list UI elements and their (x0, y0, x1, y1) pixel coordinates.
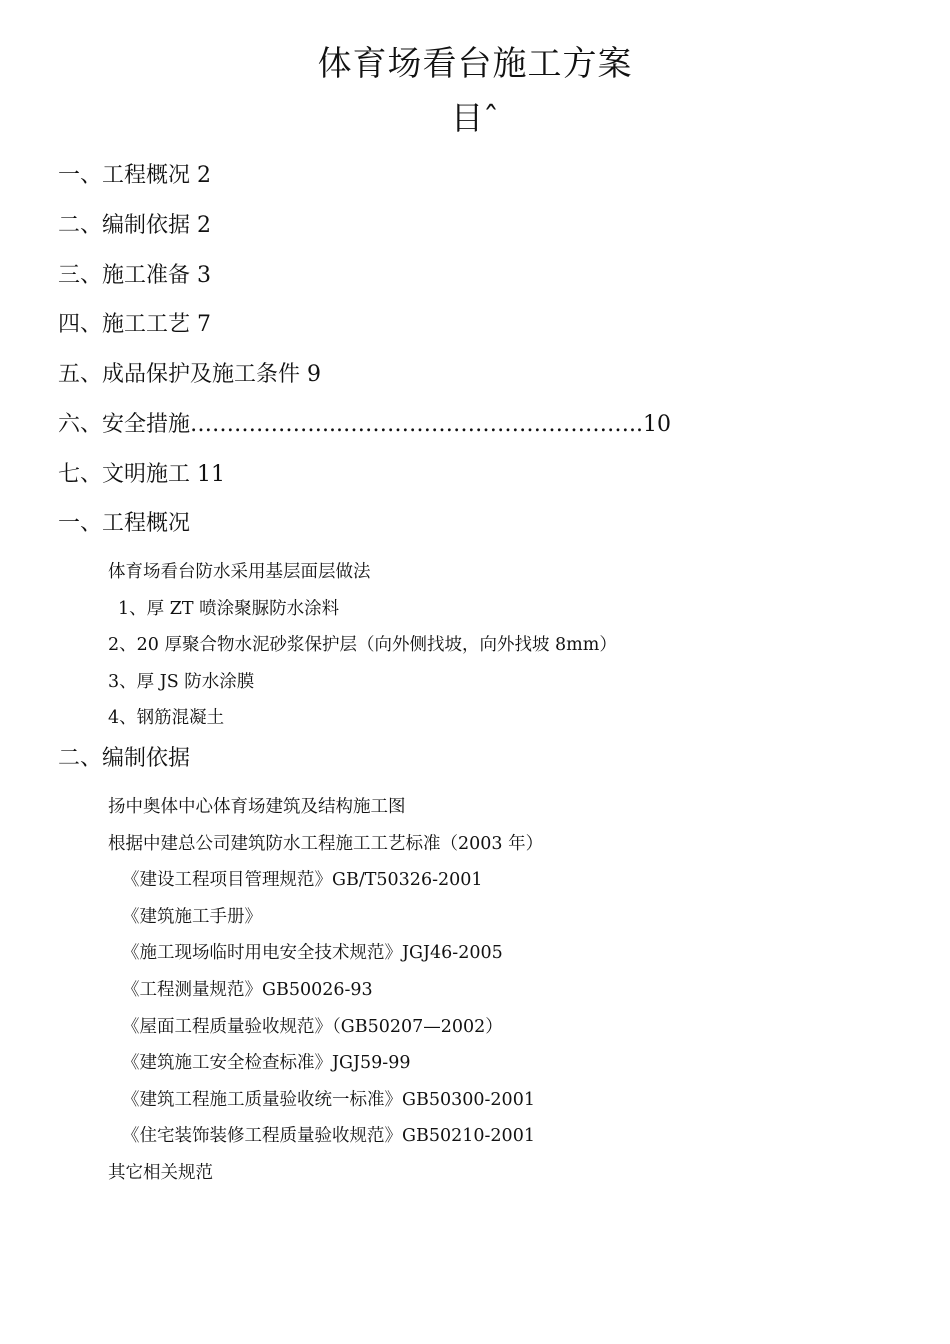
section-1-line-5: 4、钢筋混凝土 (108, 708, 225, 729)
section-2-heading: 二、编制依据 (58, 746, 191, 771)
section-2-line-1: 扬中奥体中心体育场建筑及结构施工图 (108, 797, 406, 817)
section-2-line-7: 《屋面工程质量验收规范》（GB50207—2002） (122, 1016, 503, 1037)
section-2-body (108, 792, 908, 1195)
toc-item-5: 五、成品保护及施工条件 9 (58, 362, 321, 388)
section-2-line-5: 《施工现场临时用电安全技术规范》JGJ46-2005 (122, 943, 503, 964)
document-title: 体育场看台施工方案 (317, 44, 633, 84)
toc-item-4: 四、施工工艺 7 (58, 312, 211, 338)
section-1-line-1: 体育场看台防水采用基层面层做法 (108, 562, 371, 582)
section-2-line-10: 《住宅装饰装修工程质量验收规范》GB50210-2001 (122, 1126, 535, 1147)
section-2-line-6: 《工程测量规范》GB50026-93 (122, 979, 373, 1000)
table-of-contents (58, 156, 898, 505)
toc-heading: 目ˆ (450, 99, 499, 137)
toc-item-7: 七、文明施工 11 (58, 461, 225, 487)
section-2-line-11: 其它相关规范 (108, 1162, 213, 1183)
section-2-line-9: 《建筑工程施工质量验收统一标准》GB50300-2001 (122, 1089, 535, 1110)
section-2-line-8: 《建筑施工安全检查标准》JGJ59-99 (122, 1053, 411, 1074)
section-2-line-3: 《建设工程项目管理规范》GB/T50326-2001 (122, 870, 483, 891)
section-2-line-4: 《建筑施工手册》 (122, 906, 262, 927)
toc-item-1: 一、工程概况 2 (58, 163, 211, 188)
toc-item-6: 六、安全措施………………...…………………………………..10 (58, 411, 671, 437)
toc-item-3: 三、施工准备 3 (58, 262, 211, 288)
section-1-line-2: 1、厚 ZT 喷涂聚脲防水涂料 (118, 598, 340, 619)
toc-item-2: 二、编制依据 2 (58, 212, 211, 238)
section-1-body (108, 557, 908, 740)
section-1-heading: 一、工程概况 (58, 511, 191, 536)
section-1-line-4: 3、厚 JS 防水涂膜 (108, 671, 255, 692)
section-2-line-2: 根据中建总公司建筑防水工程施工工艺标准（2003 年） (108, 833, 544, 854)
section-1-line-3: 2、20 厚聚合物水泥砂浆保护层（向外侧找坡，向外找坡 8mm） (108, 635, 617, 656)
